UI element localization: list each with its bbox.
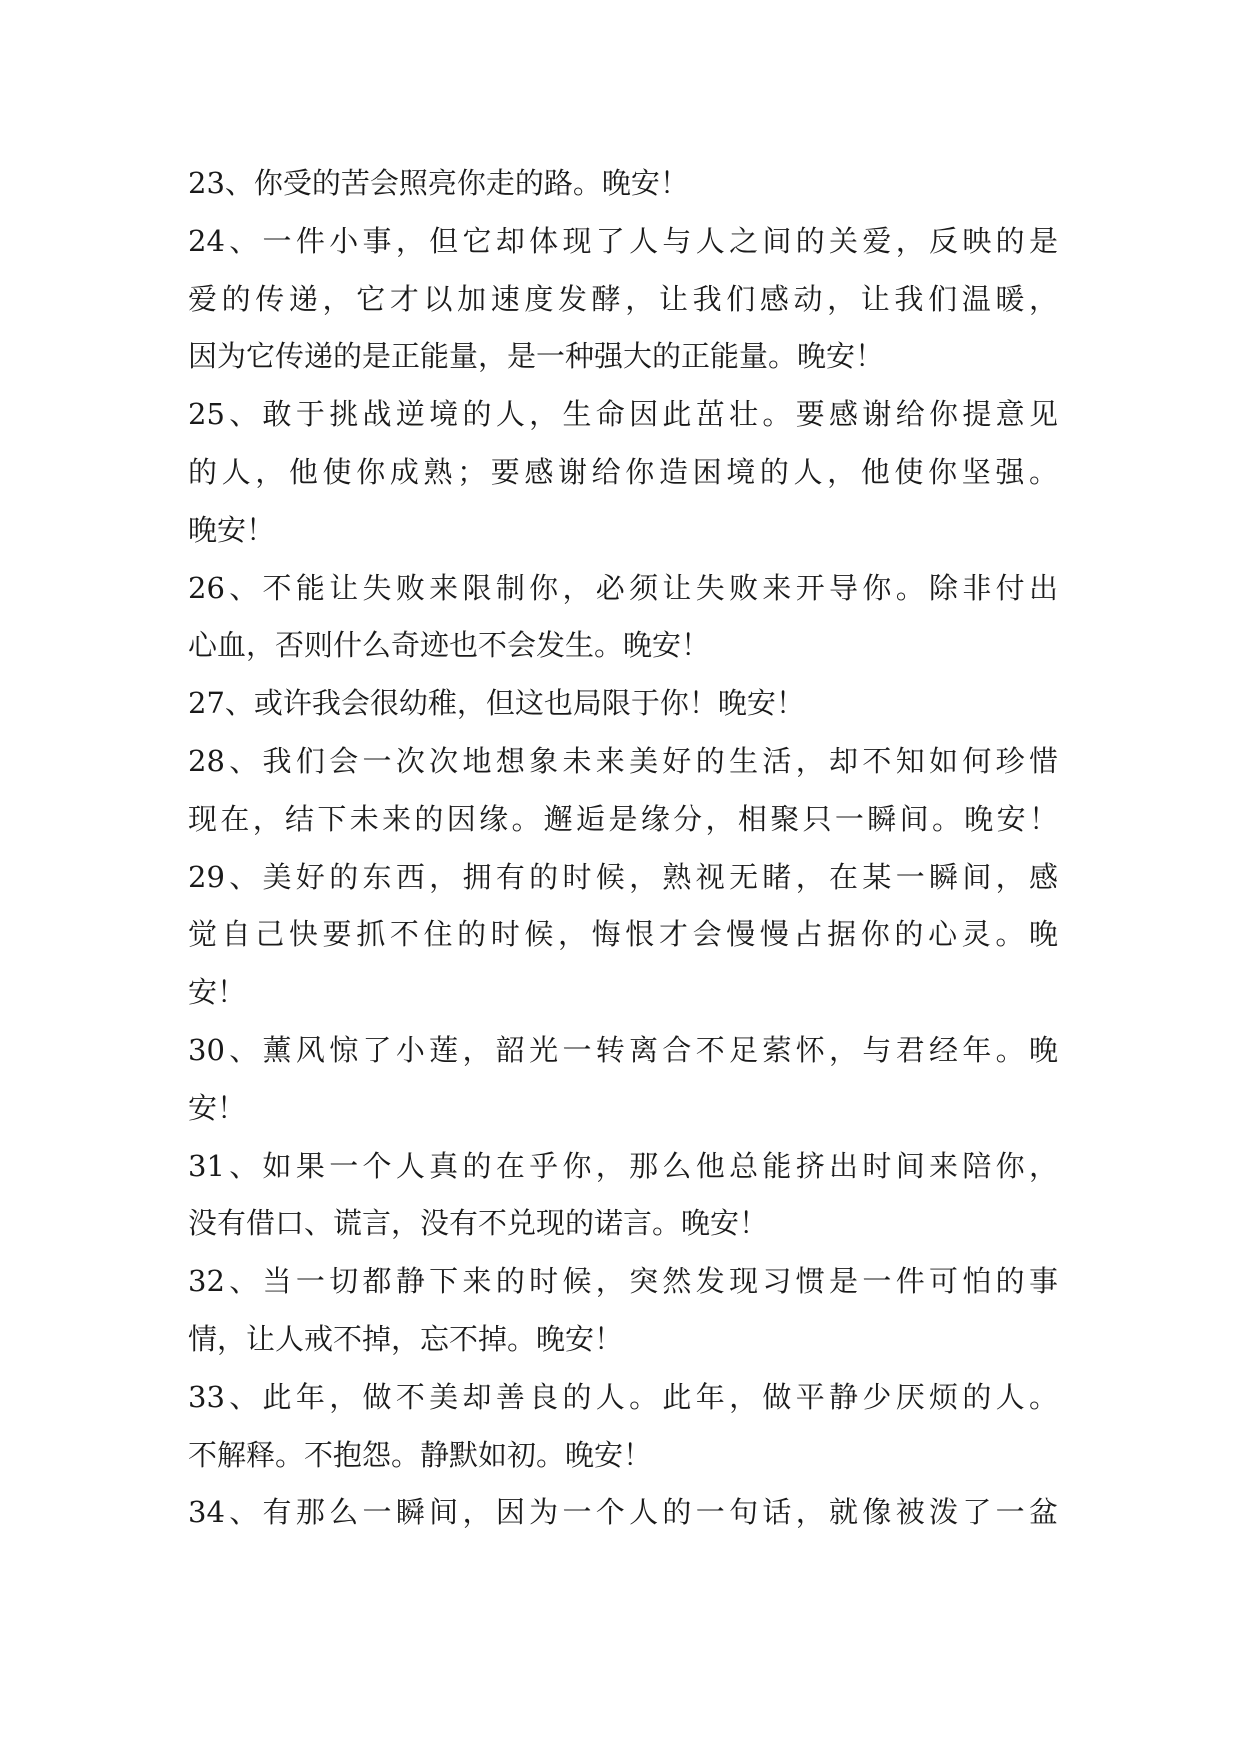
- document-body: [188, 155, 1058, 1542]
- text-line: 晚安！: [188, 512, 276, 547]
- text-line: 没有借口、谎言，没有不兑现的诺言。晚安！: [188, 1206, 769, 1241]
- text-line: 安！: [188, 975, 247, 1010]
- text-line: 觉自己快要抓不住的时候，悔恨才会慢慢占据你的心灵。晚: [188, 917, 1058, 952]
- text-line: 25、敢于挑战逆境的人，生命因此茁壮。要感谢给你提意见: [188, 397, 1058, 432]
- text-line: 情，让人戒不掉，忘不掉。晚安！: [188, 1321, 624, 1356]
- text-line: 26、不能让失败来限制你，必须让失败来开导你。除非付出: [188, 570, 1058, 605]
- text-line: 不解释。不抱怨。静默如初。晚安！: [188, 1437, 653, 1472]
- text-line: 24、一件小事，但它却体现了人与人之间的关爱，反映的是: [188, 223, 1058, 258]
- text-line: 27、或许我会很幼稚，但这也局限于你！晚安！: [188, 686, 805, 721]
- text-line: 因为它传递的是正能量，是一种强大的正能量。晚安！: [188, 339, 885, 374]
- text-line: 现在，结下未来的因缘。邂逅是缘分，相聚只一瞬间。晚安！: [188, 801, 1058, 836]
- text-line: 的人，他使你成熟；要感谢给你造困境的人，他使你坚强。: [188, 454, 1058, 489]
- text-line: 30、薰风惊了小莲，韶光一转离合不足萦怀，与君经年。晚: [188, 1032, 1058, 1067]
- text-line: 28、我们会一次次地想象未来美好的生活，却不知如何珍惜: [188, 743, 1058, 778]
- text-line: 安！: [188, 1090, 247, 1125]
- text-line: 心血，否则什么奇迹也不会发生。晚安！: [188, 628, 711, 663]
- text-line: 31、如果一个人真的在乎你，那么他总能挤出时间来陪你，: [188, 1148, 1058, 1183]
- text-line: 34、有那么一瞬间，因为一个人的一句话，就像被泼了一盆: [188, 1495, 1058, 1530]
- text-line: 29、美好的东西，拥有的时候，熟视无睹，在某一瞬间，感: [188, 859, 1058, 894]
- text-line: 爱的传递，它才以加速度发酵，让我们感动，让我们温暖，: [188, 281, 1058, 316]
- text-line: 32、当一切都静下来的时候，突然发现习惯是一件可怕的事: [188, 1264, 1058, 1299]
- text-line: 33、此年，做不美却善良的人。此年，做平静少厌烦的人。: [188, 1379, 1058, 1414]
- text-line: 23、你受的苦会照亮你走的路。晚安！: [188, 166, 689, 200]
